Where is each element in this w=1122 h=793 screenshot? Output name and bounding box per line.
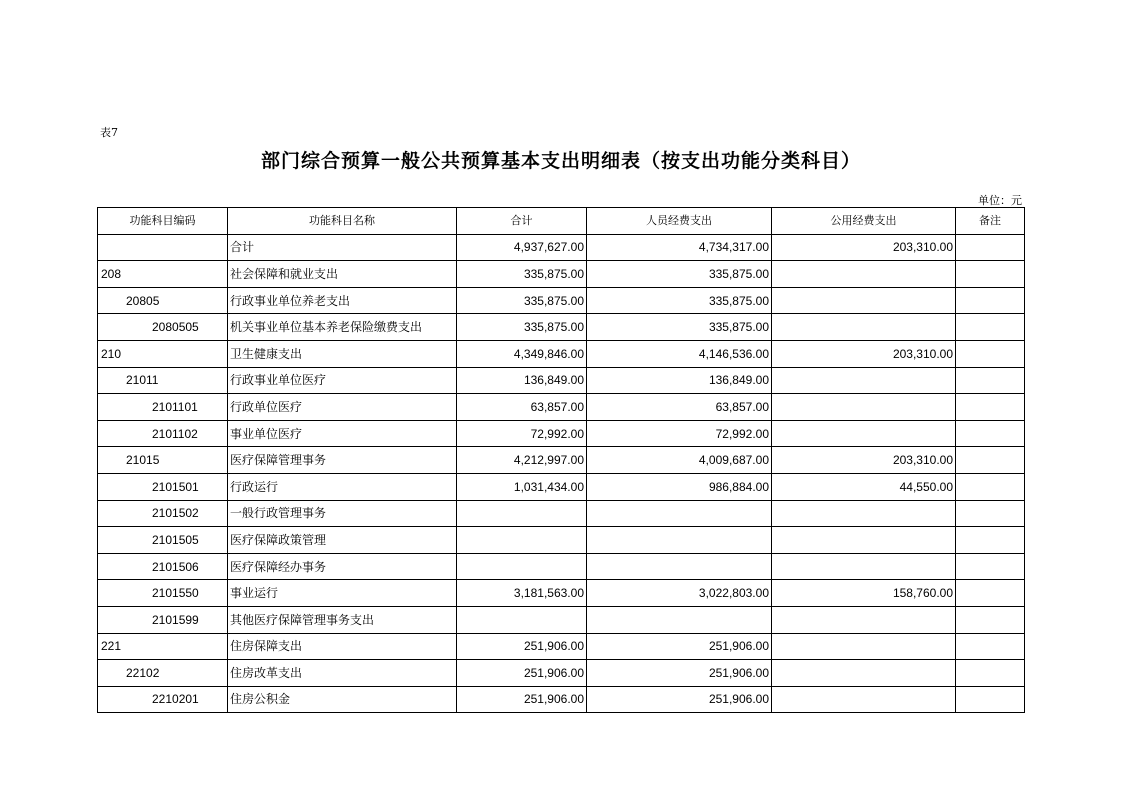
cell-code: 2210201 — [98, 686, 228, 713]
header-public: 公用经费支出 — [772, 208, 956, 235]
unit-label: 单位：元 — [978, 194, 1022, 207]
table-row — [98, 447, 1025, 474]
table-row — [98, 340, 1025, 367]
table-row — [98, 261, 1025, 288]
cell-total: 251,906.00 — [457, 660, 587, 687]
cell-name: 医疗保障经办事务 — [228, 553, 457, 580]
cell-code: 2101502 — [98, 500, 228, 527]
cell-name: 医疗保障管理事务 — [228, 447, 457, 474]
table-row — [98, 686, 1025, 713]
header-code: 功能科目编码 — [98, 208, 228, 235]
cell-note — [956, 580, 1025, 607]
cell-name: 社会保障和就业支出 — [228, 261, 457, 288]
cell-code — [98, 234, 228, 261]
cell-note — [956, 287, 1025, 314]
cell-personnel: 251,906.00 — [587, 686, 772, 713]
cell-public — [772, 420, 956, 447]
cell-public: 203,310.00 — [772, 234, 956, 261]
cell-note — [956, 340, 1025, 367]
cell-code: 2101101 — [98, 394, 228, 421]
cell-personnel — [587, 500, 772, 527]
cell-note — [956, 394, 1025, 421]
cell-name: 事业运行 — [228, 580, 457, 607]
cell-code: 2101501 — [98, 473, 228, 500]
cell-personnel — [587, 606, 772, 633]
cell-note — [956, 261, 1025, 288]
table-row — [98, 420, 1025, 447]
cell-code: 21011 — [98, 367, 228, 394]
header-name: 功能科目名称 — [228, 208, 457, 235]
cell-code: 22102 — [98, 660, 228, 687]
cell-public — [772, 553, 956, 580]
cell-code: 20805 — [98, 287, 228, 314]
cell-public — [772, 686, 956, 713]
cell-total: 335,875.00 — [457, 314, 587, 341]
header-note: 备注 — [956, 208, 1025, 235]
cell-name: 住房改革支出 — [228, 660, 457, 687]
cell-name: 行政运行 — [228, 473, 457, 500]
cell-public — [772, 261, 956, 288]
cell-code: 21015 — [98, 447, 228, 474]
table-row — [98, 314, 1025, 341]
cell-personnel: 986,884.00 — [587, 473, 772, 500]
table-number: 表7 — [100, 126, 118, 139]
cell-name: 行政事业单位医疗 — [228, 367, 457, 394]
cell-name: 行政事业单位养老支出 — [228, 287, 457, 314]
cell-public — [772, 660, 956, 687]
header-total: 合计 — [457, 208, 587, 235]
cell-name: 机关事业单位基本养老保险缴费支出 — [228, 314, 457, 341]
budget-table — [97, 207, 1025, 713]
cell-name: 合计 — [228, 234, 457, 261]
cell-name: 其他医疗保障管理事务支出 — [228, 606, 457, 633]
cell-public: 44,550.00 — [772, 473, 956, 500]
cell-public — [772, 367, 956, 394]
cell-total: 3,181,563.00 — [457, 580, 587, 607]
cell-personnel: 63,857.00 — [587, 394, 772, 421]
cell-note — [956, 447, 1025, 474]
cell-name: 卫生健康支出 — [228, 340, 457, 367]
cell-name: 住房公积金 — [228, 686, 457, 713]
cell-note — [956, 314, 1025, 341]
cell-public: 203,310.00 — [772, 447, 956, 474]
table-row — [98, 500, 1025, 527]
table-row — [98, 473, 1025, 500]
table-row — [98, 367, 1025, 394]
cell-total: 1,031,434.00 — [457, 473, 587, 500]
cell-personnel: 72,992.00 — [587, 420, 772, 447]
cell-public: 203,310.00 — [772, 340, 956, 367]
cell-personnel: 251,906.00 — [587, 660, 772, 687]
cell-note — [956, 500, 1025, 527]
cell-personnel: 136,849.00 — [587, 367, 772, 394]
cell-personnel: 3,022,803.00 — [587, 580, 772, 607]
header-personnel: 人员经费支出 — [587, 208, 772, 235]
cell-total — [457, 553, 587, 580]
table-row — [98, 234, 1025, 261]
cell-code: 2101506 — [98, 553, 228, 580]
cell-total — [457, 527, 587, 554]
cell-total — [457, 606, 587, 633]
cell-code: 2101550 — [98, 580, 228, 607]
cell-total: 136,849.00 — [457, 367, 587, 394]
cell-personnel: 335,875.00 — [587, 314, 772, 341]
cell-note — [956, 367, 1025, 394]
cell-public — [772, 500, 956, 527]
table-header-row — [98, 208, 1025, 235]
table-row — [98, 527, 1025, 554]
page-title: 部门综合预算一般公共预算基本支出明细表（按支出功能分类科目） — [260, 150, 861, 172]
cell-total: 4,937,627.00 — [457, 234, 587, 261]
cell-note — [956, 606, 1025, 633]
cell-personnel: 4,734,317.00 — [587, 234, 772, 261]
table-row — [98, 633, 1025, 660]
cell-total: 251,906.00 — [457, 633, 587, 660]
table-row — [98, 394, 1025, 421]
cell-total: 4,349,846.00 — [457, 340, 587, 367]
table-row — [98, 287, 1025, 314]
cell-total: 251,906.00 — [457, 686, 587, 713]
cell-total: 335,875.00 — [457, 261, 587, 288]
cell-code: 221 — [98, 633, 228, 660]
cell-name: 住房保障支出 — [228, 633, 457, 660]
cell-public — [772, 314, 956, 341]
cell-note — [956, 660, 1025, 687]
cell-code: 2080505 — [98, 314, 228, 341]
cell-total: 4,212,997.00 — [457, 447, 587, 474]
cell-total: 72,992.00 — [457, 420, 587, 447]
cell-name: 事业单位医疗 — [228, 420, 457, 447]
cell-public — [772, 527, 956, 554]
cell-public: 158,760.00 — [772, 580, 956, 607]
cell-note — [956, 686, 1025, 713]
cell-personnel: 4,146,536.00 — [587, 340, 772, 367]
cell-note — [956, 553, 1025, 580]
cell-public — [772, 394, 956, 421]
cell-name: 行政单位医疗 — [228, 394, 457, 421]
cell-personnel — [587, 527, 772, 554]
cell-personnel: 335,875.00 — [587, 261, 772, 288]
cell-note — [956, 473, 1025, 500]
cell-code: 2101599 — [98, 606, 228, 633]
cell-name: 医疗保障政策管理 — [228, 527, 457, 554]
table-row — [98, 606, 1025, 633]
cell-total — [457, 500, 587, 527]
table-row — [98, 660, 1025, 687]
cell-code: 210 — [98, 340, 228, 367]
cell-public — [772, 633, 956, 660]
cell-code: 208 — [98, 261, 228, 288]
cell-public — [772, 287, 956, 314]
cell-personnel: 251,906.00 — [587, 633, 772, 660]
cell-personnel: 4,009,687.00 — [587, 447, 772, 474]
cell-name: 一般行政管理事务 — [228, 500, 457, 527]
cell-total: 63,857.00 — [457, 394, 587, 421]
cell-total: 335,875.00 — [457, 287, 587, 314]
cell-note — [956, 420, 1025, 447]
table-body — [98, 234, 1025, 713]
cell-public — [772, 606, 956, 633]
cell-note — [956, 527, 1025, 554]
cell-note — [956, 633, 1025, 660]
cell-personnel — [587, 553, 772, 580]
cell-personnel: 335,875.00 — [587, 287, 772, 314]
table-row — [98, 580, 1025, 607]
cell-code: 2101102 — [98, 420, 228, 447]
cell-code: 2101505 — [98, 527, 228, 554]
cell-note — [956, 234, 1025, 261]
table-row — [98, 553, 1025, 580]
